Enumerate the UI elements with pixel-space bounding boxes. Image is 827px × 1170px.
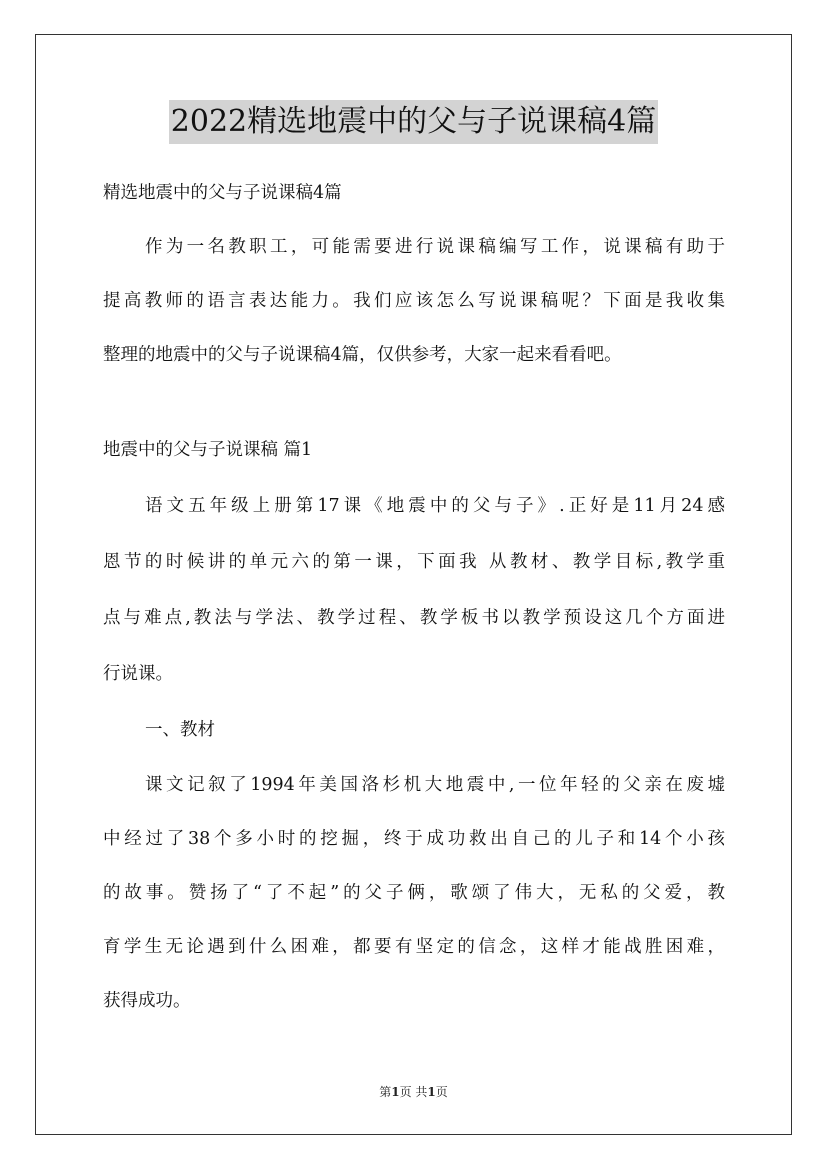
intro-line: 整理的地震中的父与子说课稿4篇，仅供参考，大家一起来看看吧。 xyxy=(103,345,622,365)
section1-line: 恩节的时候讲的单元六的第一课，下面我 从教材、教学目标,教学重 xyxy=(103,552,725,572)
page-total: 1 xyxy=(427,1085,436,1099)
subtitle-text: 精选地震中的父与子说课稿4篇 xyxy=(103,183,342,203)
title-area xyxy=(0,100,827,144)
textbook-line: 育学生无论遇到什么困难，都要有坚定的信念，这样才能战胜困难， xyxy=(103,937,725,957)
page-suffix: 页 xyxy=(435,1085,448,1099)
section1-line: 语文五年级上册第17课《地震中的父与子》.正好是11月24感 xyxy=(145,496,725,516)
section1-line: 点与难点,教法与学法、教学过程、教学板书以教学预设这几个方面进 xyxy=(103,608,725,628)
textbook-line: 课文记叙了1994年美国洛杉机大地震中,一位年轻的父亲在废墟 xyxy=(145,775,725,795)
textbook-paragraph xyxy=(103,758,725,1028)
page-prefix: 第 xyxy=(379,1085,392,1099)
document-subtitle xyxy=(103,180,725,207)
page-mid: 页 共 xyxy=(399,1085,428,1099)
section1-heading xyxy=(103,437,725,464)
document-title: 2022精选地震中的父与子说课稿4篇 xyxy=(169,100,658,144)
textbook-line: 中经过了38个多小时的挖掘，终于成功救出自己的儿子和14个小孩 xyxy=(103,829,725,849)
section1-heading-text: 地震中的父与子说课稿 篇1 xyxy=(103,440,313,460)
document-body xyxy=(103,175,725,1028)
intro-line: 作为一名教职工，可能需要进行说课稿编写工作，说课稿有助于 xyxy=(145,237,725,257)
textbook-line: 的故事。赞扬了“了不起”的父子俩，歌颂了伟大，无私的父爱，教 xyxy=(103,883,725,903)
page-footer xyxy=(0,1083,827,1100)
section1-line: 行说课。 xyxy=(103,664,173,684)
textbook-subheading-text: 一、教材 xyxy=(145,720,215,740)
page-current: 1 xyxy=(391,1085,400,1099)
intro-paragraph xyxy=(103,220,725,382)
intro-line: 提高教师的语言表达能力。我们应该怎么写说课稿呢？下面是我收集 xyxy=(103,291,725,311)
section1-paragraph xyxy=(103,478,725,702)
textbook-line: 获得成功。 xyxy=(103,991,191,1011)
textbook-subheading xyxy=(103,702,725,758)
